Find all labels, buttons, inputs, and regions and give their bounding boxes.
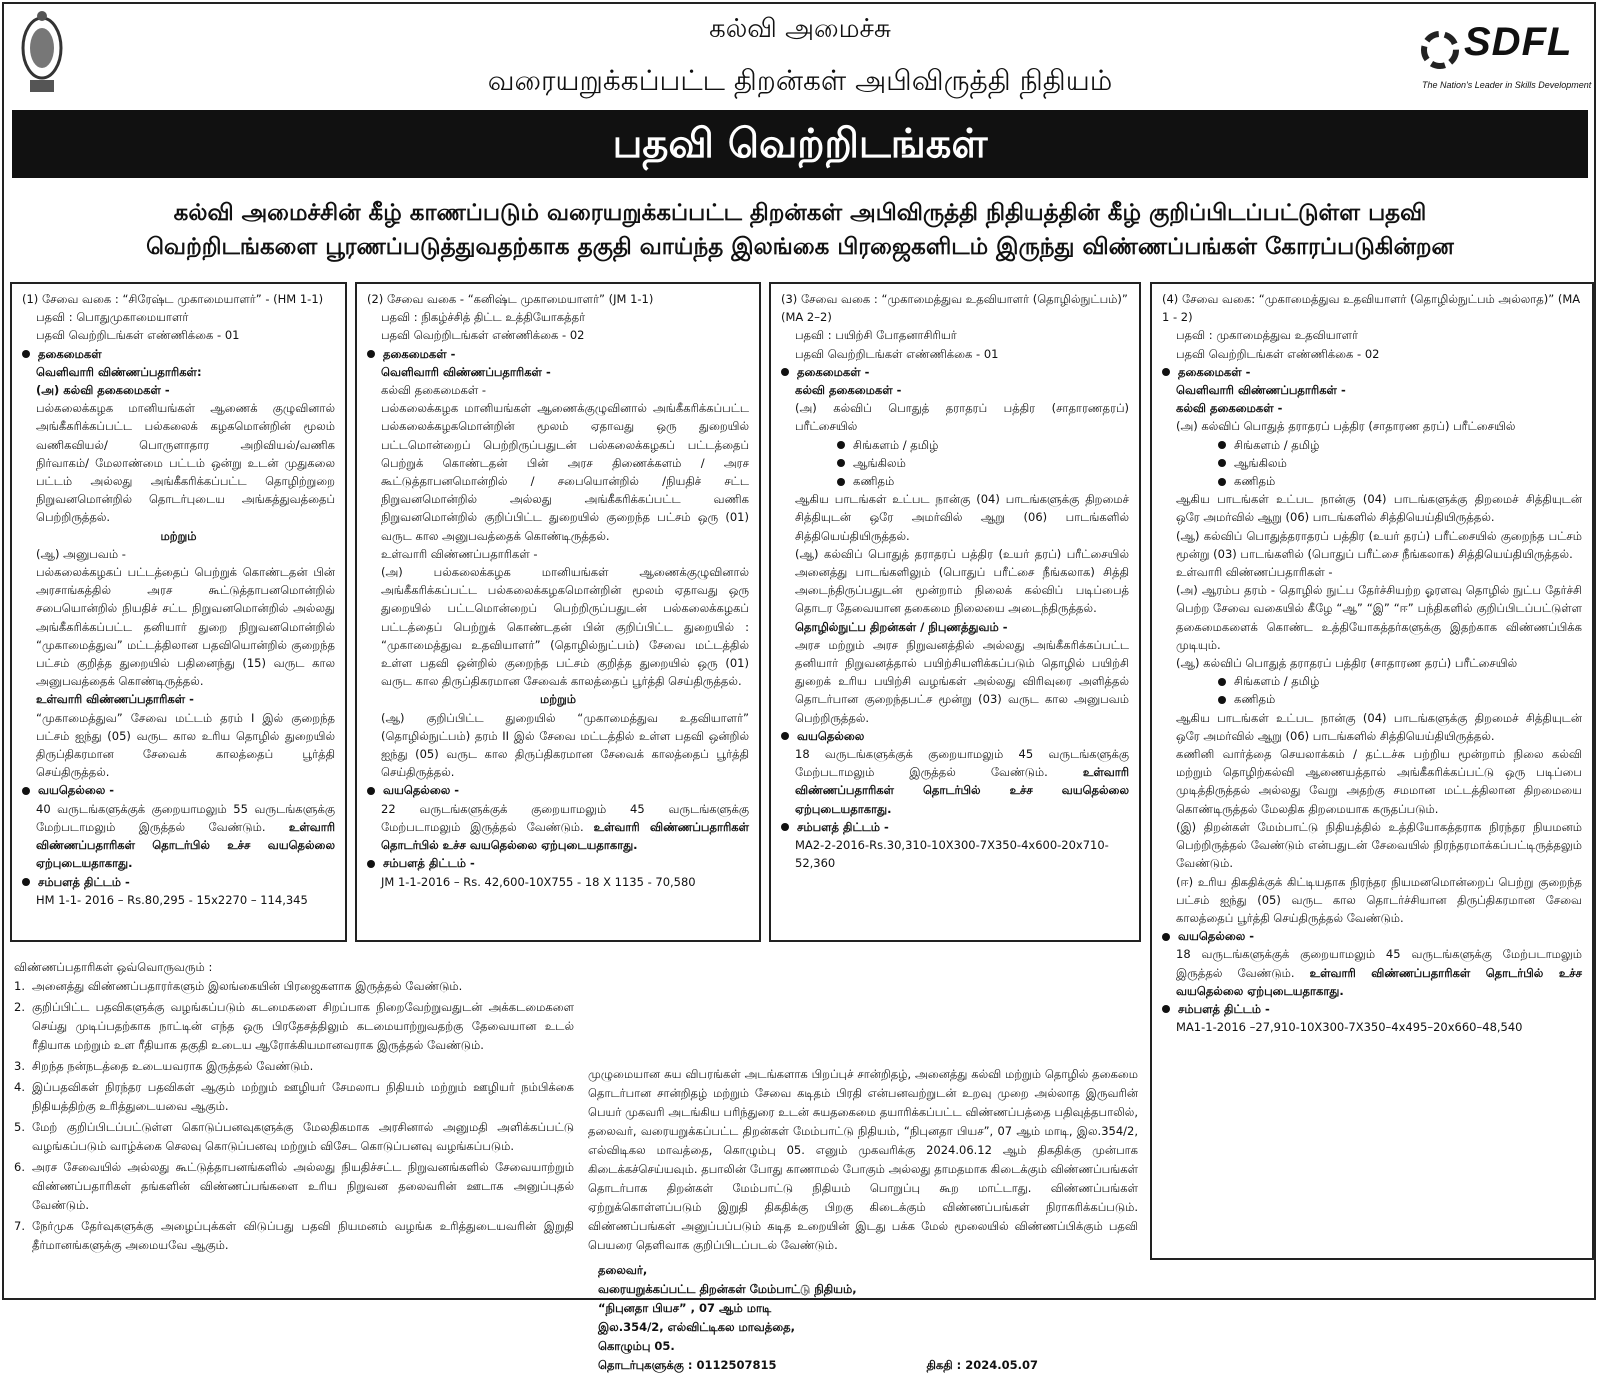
item-text: இப்பதவிகள் நிரந்தர பதவிகள் ஆகும் மற்றும் ஊழியர் சேமலாப நிதியம் மற்றும் ஊழியர் நம்பிக்கை நிதியத்திற்கு உரித்துடையவை ஆகும். [32, 1080, 574, 1113]
condition-item [14, 1057, 574, 1076]
condition-item [14, 998, 574, 1055]
text-line [1162, 745, 1582, 818]
text-line [22, 709, 335, 782]
text: JM 1-1-2016 – Rs. 42,600-10X755 - 18 X 1135 - 70,580 [381, 874, 696, 889]
text-line [1162, 381, 1582, 399]
text: கணினி வார்த்தை செயலாக்கம் / தட்டச்சு பற்றிய மூன்றாம் நிலை கல்வி மற்றும் தொழிற்கல்வி ஆணையத்தால் அங்கீகரிக்கப்பட்டு ஒரு படிப்பை முடித்திருத்தல் அல்லது வேறு அதற்கு சமமான மட்டத்திலான திறமையை கொண்டிருத்தல் மேலதிக திறமையாக கருதப்படும். [1176, 747, 1582, 816]
section-heading [22, 873, 335, 891]
text: 40 வருடங்களுக்குக் குறையாமலும் 55 வருடங்களுக்கு மேற்படாமலும் இருத்தல் வேண்டும். [36, 801, 335, 834]
text-line [1162, 399, 1582, 417]
text: கணிதம் [1234, 692, 1276, 707]
text-line [22, 563, 335, 690]
text-line [1162, 326, 1582, 344]
section-heading [1162, 1000, 1582, 1018]
address-line: இல.354/2, எல்விட்டிகல மாவத்தை, [598, 1320, 795, 1334]
vacancy-column-2 [355, 282, 761, 942]
item-text: குறிப்பிட்ட பதவிகளுக்கு வழங்கப்படும் கடமைகளை சிறப்பாக நிறைவேற்றுவதுடன் அக்கடமைகளை செய்து முடிப்பதற்காக நாட்டின் எந்த ஒரு பிரதேசத்திலும் கடமையாற்றுவதற்கு தேவையான உடல் ரீதியாக மற்றும் உள ரீதியாக தகுதி உடைய ஆரோக்கியமானவராக இருத்தல் வேண்டும். [32, 1000, 574, 1052]
item-text: அரச சேவையில் அல்லது கூட்டுத்தாபனங்களில் அல்லது நியதிச்சட்ட நிறுவனங்களில் சேவையாற்றும் விண்ணப்பதாரிகள் தங்களின் விண்ணப்பங்களை உரிய நிறுவன தலைவரின் ஊடாக அனுப்புதல் வேண்டும். [32, 1160, 574, 1212]
text: ஆகிய பாடங்கள் உட்பட நான்கு (04) பாடங்களுக்கு திறமைச் சித்தியுடன் ஒரே அமர்வில் ஆறு (06) பாடங்களில் சித்தியெய்தியிருத்தல். [795, 492, 1129, 543]
text: சம்பளத் திட்டம் - [383, 856, 475, 871]
text-line [781, 345, 1129, 363]
text-line [781, 636, 1129, 727]
text: மற்றும் [160, 528, 197, 543]
subject-bullet [781, 472, 1129, 490]
text: (ஆ) கல்விப் பொதுத் தராதரப் பத்திர (சாதாரண தரப்) பரீட்சையில் [1176, 656, 1518, 671]
text: ஆங்கிலம் [853, 455, 906, 470]
text: வயதெல்லை - [38, 783, 115, 798]
item-number: 7. [14, 1219, 25, 1233]
section-heading [22, 781, 335, 799]
text: ஆகிய பாடங்கள் உட்பட நான்கு (04) பாடங்களுக்கு திறமைச் சித்தியுடன் ஒரே அமர்வில் ஆறு (06) பாடங்களில் சித்தியெய்தியிருத்தல். [1176, 492, 1582, 525]
text: 22 வருடங்களுக்குக் குறையாமலும் 45 வருடங்களுக்கு மேற்படாமலும் இருத்தல் வேண்டும். [381, 801, 749, 834]
text: பதவி வெற்றிடங்கள் எண்ணிக்கை - 01 [795, 346, 999, 361]
item-number: 6. [14, 1160, 25, 1174]
text: MA2-2-2016-Rs.30,310-10X300-7X350-4x600-20x710-52,360 [795, 838, 1109, 871]
general-conditions [14, 958, 574, 1257]
text: பதவி : பயிற்சி போதனாசிரியர் [795, 328, 957, 343]
text: 18 வருடங்களுக்குக் குறையாமலும் 45 வருடங்களுக்கு மேற்படாமலும் இருத்தல் வேண்டும். [1176, 947, 1582, 980]
text: பல்கலைக்கழக மானியங்கள் ஆணைக்குழுவினால் அங்கீகரிக்கப்பட்ட பல்கலைக்கழகமொன்றின் மூலம் ஏதாவது ஒரு துறையில் பட்டமொன்றைப் பெற்றிருப்பதுடன் பல்கலைக்கழகப் பட்டத்தைப் பெற்றுக் கொண்டதன் பின் அரச திணைக்களம் / அரச கூட்டுத்தாபனமொன்றில் / சபையொன்றில் /நியதிச் சட்ட நிறுவனமொன்றில் அல்லது அங்கீகரிக்கப்பட்ட வணிக நிறுவனமொன்றில் குறிப்பிட்ட துறையில் குறைந்த பட்சம் ஒரு (01) வருட கால அனுபவத்தைக் கொண்டிருத்தல். [381, 401, 749, 543]
item-text: மேற் குறிப்பிடப்பட்டுள்ள கொடுப்பனவுகளுக்கு மேலதிகமாக அரசினால் அனுமதி அளிக்கப்பட்டு வழங்கப்படும் வாழ்க்கை செலவு கொடுப்பனவு மற்றும் விசேட கொடுப்பனவு வழங்கப்படும். [32, 1120, 574, 1153]
text: தகைமைகள் [38, 346, 102, 361]
section-heading [1162, 363, 1582, 381]
logo-text: SDFL [1464, 20, 1573, 64]
text: வயதெல்லை - [1178, 929, 1255, 944]
text: சம்பளத் திட்டம் - [797, 819, 889, 834]
subtitle-line-1: கல்வி அமைச்சின் கீழ் காணப்படும் வரையறுக்கப்பட்ட திறன்கள் அபிவிருத்தி நிதியத்தின் கீழ் குறிப்பிடப்பட்டுள்ள பதவி [173, 200, 1427, 226]
text: சம்பளத் திட்டம் - [38, 874, 130, 889]
text-line [22, 399, 335, 526]
condition-item [14, 1217, 574, 1255]
subject-bullet [1162, 690, 1582, 708]
text-line [22, 326, 335, 344]
text-line [367, 545, 749, 563]
section-heading [1162, 927, 1582, 945]
text-line [367, 399, 749, 545]
bold-note: உள்வாரி விண்ணப்பதாரிகள் தொடர்பில் உச்ச வயதெல்லை ஏற்புடையதாகாது. [795, 765, 1129, 816]
condition-item [14, 1078, 574, 1116]
text: கல்வி தகைமைகள் - [381, 383, 487, 398]
text-line [22, 290, 335, 308]
text: உள்வாரி விண்ணப்பதாரிகள் - [36, 692, 194, 707]
item-number: 2. [14, 1000, 25, 1014]
logo-tagline: The Nation's Leader in Skills Development [1422, 80, 1592, 90]
text-line [1162, 873, 1582, 928]
text: தகைமைகள் - [1178, 364, 1251, 379]
text: HM 1-1- 2016 – Rs.80,295 - 15x2270 – 114,345 [36, 892, 308, 907]
text: பதவி : நிகழ்ச்சித் திட்ட உத்தியோகத்தர் [381, 310, 586, 325]
address-line: “நிபுனதா பியச” , 07 ஆம் மாடி [598, 1301, 772, 1315]
text: பல்கலைக்கழக மானியங்கள் ஆணைக் குழுவினால் அங்கீகரிக்கப்பட்ட பல்கலைக் கழகமொன்றின் மூலம் வணிகவியல்/ பொருளாதார அறிவியல்/வணிக நிர்வாகம்/ மேலாண்மை பட்டம் ஒன்று உடன் முதுகலை பட்டம் அல்லது அங்கீகரிக்கப்பட்ட தொழிற்றுறை நிறுவனமொன்றில் தொடர்புடைய அங்கத்துவத்தைப் பெற்றிருத்தல். [36, 401, 335, 525]
text: பதவி : முகாமைத்துவ உதவியாளர் [1176, 328, 1358, 343]
text: (ஆ) கல்விப் பொதுத்தராதரப் பத்திர (உயர் தரப்) பரீட்சையில் குறைந்த பட்சம் மூன்று (03) பாடங்களில் (பொதுப் பரீட்சை நீங்கலாக) சித்தியெய்தியிருத்தல். [1176, 528, 1582, 561]
text: சம்பளத் திட்டம் - [1178, 1001, 1270, 1016]
text-line [1162, 290, 1582, 326]
text: கல்வி தகைமைகள் - [795, 383, 902, 398]
text: (அ) பல்கலைக்கழக மானியங்கள் ஆணைக்குழுவினால் அங்கீகரிக்கப்பட்ட பல்கலைக்கழகமொன்றின் மூலம் ஏதாவது ஒரு துறையில் பட்டமொன்றைப் பெற்றிருப்பதுடன் பல்கலைக்கழகப் பட்டத்தைப் பெற்றுக் கொண்டதன் பின் குறிப்பிட்ட துறையில் : “முகாமைத்துவ உதவியாளர்” (தொழில்நுட்பம்) சேவை மட்டத்தில் உள்ள பதவி ஒன்றில் குறைந்த பட்சம் குறித்த துறையில் ஒரு (01) வருட கால திருப்திகரமான சேவைக் காலத்தைப் பூர்த்தி செய்திருத்தல். [381, 565, 749, 689]
text-line [367, 690, 749, 708]
text-line [22, 527, 335, 545]
section-heading [781, 363, 1129, 381]
text-line [1162, 417, 1582, 435]
text: கணிதம் [1234, 474, 1276, 489]
text: கணிதம் [853, 474, 895, 489]
section-heading [781, 727, 1129, 745]
text-line [781, 290, 1129, 326]
text: சிங்களம் / தமிழ் [853, 437, 939, 452]
text: சிங்களம் / தமிழ் [1234, 674, 1320, 689]
text: ஆகிய பாடங்கள் உட்பட நான்கு (04) பாடங்களுக்கு திறமைச் சித்தியுடன் ஒரே அமர்வில் ஆறு (06) பாடங்களில் சித்தியெய்தியிருத்தல். [1176, 710, 1582, 743]
text: வெளிவாரி விண்ணப்பதாரிகள்: [36, 364, 202, 379]
text-line [781, 399, 1129, 435]
text-line [1162, 709, 1582, 745]
text: (அ) கல்விப் பொதுத் தராதரப் பத்திர (சாதாரணதரப்) பரீட்சையில் [795, 401, 1129, 434]
text: தகைமைகள் - [797, 364, 870, 379]
text: பதவி வெற்றிடங்கள் எண்ணிக்கை - 01 [36, 328, 240, 343]
text-line [1162, 818, 1582, 873]
subject-bullet [1162, 436, 1582, 454]
text-line [1162, 654, 1582, 672]
text: அரச மற்றும் அரச நிறுவனத்தில் அல்லது அங்கீகரிக்கப்பட்ட தனியார் நிறுவனத்தால் பயிற்சியளிக்கப்படும் தொழில் பயிற்சி துறைக் உரிய பயிற்சி வழங்கள் அல்லது விரிவுரை அளித்தல் தொடர்பான குறைந்தபட்ச மூன்று (03) வருட கால அனுபவம் பெற்றிருத்தல். [795, 637, 1129, 725]
text: (3) சேவை வகை : “முகாமைத்துவ உதவியாளர் (தொழில்நுட்பம்)” (MA 2–2) [781, 292, 1128, 325]
section-heading [22, 345, 335, 363]
condition-item [14, 1158, 574, 1215]
organization-title: வரையறுக்கப்பட்ட திறன்கள் அபிவிருத்தி நிதியம் [487, 64, 1113, 97]
section-heading [781, 818, 1129, 836]
text-line [22, 690, 335, 708]
text: பதவி வெற்றிடங்கள் எண்ணிக்கை - 02 [381, 328, 585, 343]
item-number: 3. [14, 1059, 25, 1073]
item-text: அனைத்து விண்ணப்பதாரர்களும் இலங்கையின் பிரஜைகளாக இருத்தல் வேண்டும். [32, 979, 463, 993]
text-line [367, 363, 749, 381]
text: (ஆ) குறிப்பிட்ட துறையில் “முகாமைத்துவ உதவியாளர்” (தொழில்நுட்பம்) தரம் II இல் சேவை மட்டத்தில் உள்ள பதவி ஒன்றில் ஐந்து (05) வருட கால திருப்திகரமான சேவைக் காலத்தைப் பூர்த்தி செய்திருத்தல். [381, 710, 749, 780]
subtitle-line-2: வெற்றிடங்களை பூரணப்படுத்துவதற்காக தகுதி வாய்ந்த இலங்கை பிரஜைகளிடம் இருந்து விண்ணப்பங்கள் கோரப்படுகின்றன [146, 234, 1454, 260]
text-line [781, 618, 1129, 636]
text-line [1162, 945, 1582, 1000]
text: (4) சேவை வகை: “முகாமைத்துவ உதவியாளர் (தொழில்நுட்பம் அல்லாத)” (MA 1 - 2) [1162, 292, 1581, 325]
text: 18 வருடங்களுக்குக் குறையாமலும் 45 வருடங்களுக்கு மேற்படாமலும் இருத்தல் வேண்டும். [795, 747, 1129, 780]
bold-note: உள்வாரி விண்ணப்பதாரிகள் தொடர்பில் உச்ச வயதெல்லை ஏற்புடையதாகாது. [381, 819, 749, 853]
text: உள்வாரி விண்ணப்பதாரிகள் - [381, 546, 538, 561]
text: கல்வி தகைமைகள் - [1176, 401, 1283, 416]
text: வயதெல்லை - [383, 783, 460, 798]
text: (இ) திறன்கள் மேம்பாட்டு நிதியத்தில் உத்தியோகத்தராக நிரந்தர நியமனம் பெற்றிருத்தல் வேண்டும் என்பதுடன் சேவையில் நிரந்தரமாக்கப்பட்டிருத்தலும் வேண்டும். [1176, 819, 1582, 871]
bold-note: உள்வாரி விண்ணப்பதாரிகள் தொடர்பில் உச்ச வயதெல்லை ஏற்புடையதாகாது. [36, 819, 335, 871]
text: (அ) கல்வி தகைமைகள் - [36, 383, 170, 398]
item-text: நேர்முக தேர்வுகளுக்கு அழைப்புக்கள் விடுப்பது பதவி நியமனம் வழங்க உரித்துடையவரின் இறுதி தீர்மானங்களுக்கு அமையவே ஆகும். [32, 1219, 574, 1252]
text-line [1162, 563, 1582, 581]
address-line: கொழும்பு 05. [598, 1339, 675, 1353]
text: சிங்களம் / தமிழ் [1234, 437, 1320, 452]
vacancy-column-1 [10, 282, 347, 942]
subject-bullet [781, 454, 1129, 472]
text-line [781, 326, 1129, 344]
text: “முகாமைத்துவ” சேவை மட்டம் தரம் I இல் குறைந்த பட்சம் ஐந்து (05) வருட கால உரிய தொழில் துறையில் திருப்திகரமான சேவைக் காலத்தைப் பூர்த்தி செய்திருத்தல். [36, 710, 335, 780]
text-line [781, 545, 1129, 618]
text: வெளிவாரி விண்ணப்பதாரிகள் - [381, 364, 551, 379]
text: பதவி வெற்றிடங்கள் எண்ணிக்கை - 02 [1176, 346, 1380, 361]
section-heading [367, 781, 749, 799]
text-line [781, 745, 1129, 818]
text: பதவி : பொதுமுகாமையாளர் [36, 310, 189, 325]
vacancy-column-4 [1150, 282, 1594, 1260]
text-line [367, 873, 749, 891]
subject-bullet [1162, 454, 1582, 472]
text: தொழில்நுட்ப திறன்கள் / நிபுணத்துவம் - [795, 619, 1008, 634]
text: MA1-1-2016 –27,910-10X300-7X350–4x495–20x660–48,540 [1176, 1020, 1523, 1035]
text-line [367, 709, 749, 782]
text: (2) சேவை வகை - “கனிஷ்ட முகாமையாளர்” (JM 1-1) [367, 292, 654, 306]
application-text: முழுமையான சுய விபரங்கள் அடங்களாக பிறப்புச் சான்றிதழ், அனைத்து கல்வி மற்றும் தொழில் தகைமை தொடர்பான சான்றிதழ் மற்றும் சேவை கடிதம் பிரதி என்பனவற்றுடன் உறவு முறை அல்லாத இருவரின் பெயர் முகவரி அடங்கிய பரிந்துரை உடன் சுயதகைமை தயாரிக்கப்பட்ட விண்ணப்பத்தை பதிவுத்தபாலில், தலைவர், வரையறுக்கப்பட்ட திறன்கள் மேம்பாட்டு நிதியம், “நிபுனதா பியச”, 07 ஆம் மாடி, இல.354/2, எல்விடிகல மாவத்தை, கொழும்பு 05. எனும் முகவரிக்கு 2024.06.12 ஆம் திகதிக்கு முன்பாக கிடைக்கச்செய்யவும். தபாலின் போது காணாமல் போகும் அல்லது தாமதமாக கிடைக்கும் விண்ணப்பங்கள் தொடர்பாக திறன்கள் மேம்பாட்டு நிதியம் பொறுப்பு கூற மாட்டாது. விண்ணப்பங்கள் ஏற்றுக்கொள்ளப்படும் இறுதி திகதிக்கு பிறகு கிடைக்கும் விண்ணப்பங்கள் நிராகரிக்கப்படும். விண்ணப்பங்கள் அனுப்பப்படும் கடித உறையின் இடது பக்க மேல் மூலையில் விண்ணப்பிக்கும் பதவி பெயரை தெளிவாக குறிப்பிடப்படல் வேண்டும். [588, 1067, 1138, 1252]
notice-date: திகதி : 2024.05.07 [926, 1358, 1038, 1372]
subject-bullet [781, 436, 1129, 454]
text-line [22, 545, 335, 563]
text-line [22, 891, 335, 909]
text: தகைமைகள் - [383, 346, 456, 361]
item-text: சிறந்த நன்நடத்தை உடையவராக இருத்தல் வேண்டும். [32, 1059, 314, 1073]
text-line [781, 381, 1129, 399]
general-intro: விண்ணப்பதாரிகள் ஒவ்வொருவரும் : [14, 960, 213, 974]
text: வெளிவாரி விண்ணப்பதாரிகள் - [1176, 383, 1346, 398]
text-line [22, 800, 335, 873]
contact-phone: தொடர்புகளுக்கு : 0112507815 [598, 1358, 777, 1372]
condition-item [14, 977, 574, 996]
text-line [367, 326, 749, 344]
ministry-title: கல்வி அமைச்சு [709, 14, 891, 44]
text-line [367, 308, 749, 326]
text-line [22, 363, 335, 381]
text-line [367, 800, 749, 855]
text-line [367, 381, 749, 399]
vacancies-banner: பதவி வெற்றிடங்கள் [12, 110, 1588, 178]
text-line [1162, 490, 1582, 526]
text: (அ) ஆரம்ப தரம் - தொழில் நுட்ப தேர்ச்சியற்ற ஓரளவு தொழில் நுட்ப தேர்ச்சி பெற்ற சேவை வகையில் கீழே “ஆ” “இ” “ஈ” பந்திகளில் குறிப்பிடப்பட்டுள்ள தகைமைகளைக் கொண்ட உத்தியோகத்தர்களுக்கு இதற்காக விண்ணப்பிக்க முடியும். [1176, 583, 1582, 652]
text: உள்வாரி விண்ணப்பதாரிகள் - [1176, 565, 1333, 580]
text: (ஆ) அனுபவம் - [36, 546, 126, 561]
text: (1) சேவை வகை : “சிரேஷ்ட முகாமையாளர்” - (HM 1-1) [22, 292, 324, 306]
text-line [22, 381, 335, 399]
subject-bullet [1162, 472, 1582, 490]
item-number: 5. [14, 1120, 25, 1134]
bold-note: உள்வாரி விண்ணப்பதாரிகள் தொடர்பில் உச்ச வயதெல்லை ஏற்புடையதாகாது. [1176, 965, 1582, 998]
condition-item [14, 1118, 574, 1156]
text-line [781, 490, 1129, 545]
item-number: 4. [14, 1080, 25, 1094]
subject-bullet [1162, 672, 1582, 690]
text: ஆங்கிலம் [1234, 455, 1287, 470]
text: (அ) கல்விப் பொதுத் தராதரப் பத்திர (சாதாரண தரப்) பரீட்சையில் [1176, 419, 1516, 434]
vacancy-column-3 [769, 282, 1141, 942]
text: பல்கலைக்கழகப் பட்டத்தைப் பெற்றுக் கொண்டதன் பின் அரசாங்கத்தில் அரச கூட்டுத்தாபனமொன்றில் சபையொன்றில் நியதிச் சட்ட நிறுவனமொன்றில் அல்லது அங்கீகரிக்கப்பட்ட தனியார் துறை நிறுவனமொன்றில் “முகாமைத்துவ” மட்டத்திலான பதவியொன்றில் குறைந்த பட்சம் குறித்த துறையில் பதினைந்து (15) வருட கால அனுபவத்தைக் கொண்டிருத்தல். [36, 565, 335, 689]
text-line [781, 836, 1129, 872]
item-number: 1. [14, 979, 25, 993]
text-line [1162, 345, 1582, 363]
text-line [1162, 1018, 1582, 1036]
section-heading [367, 345, 749, 363]
text-line [1162, 527, 1582, 563]
text-line [1162, 581, 1582, 654]
text-line [22, 308, 335, 326]
address-line: வரையறுக்கப்பட்ட திறன்கள் மேம்பாட்டு நிதியம், [598, 1282, 857, 1296]
text-line [367, 563, 749, 690]
text: மற்றும் [540, 692, 576, 707]
application-instructions [588, 1065, 1138, 1375]
text: (ஆ) கல்விப் பொதுத் தராதரப் பத்திர (உயர் தரப்) பரீட்சையில் அனைத்து பாடங்களிலும் (பொதுப் பரீட்சை நீங்கலாக) சித்தி அடைந்திருப்பதுடன் மூன்றாம் நிலைக் கல்விப் படிப்பைத் தொடர தேவையான தகைமை நிலையை அடைந்திருத்தல். [795, 546, 1129, 616]
text-line [367, 290, 749, 308]
text: (ஈ) உரிய திகதிக்குக் கிட்டியதாக நிரந்தர நியமனமொன்றைப் பெற்று குறைந்த பட்சம் ஐந்து (05) வருட கால தொடர்ச்சியான திருப்திகரமான சேவை காலத்தைப் பூர்த்தி செய்திருத்தல் வேண்டும். [1176, 874, 1582, 925]
section-heading [367, 854, 749, 872]
text: வயதெல்லை [797, 728, 865, 743]
address-line: தலைவர், [598, 1263, 648, 1277]
